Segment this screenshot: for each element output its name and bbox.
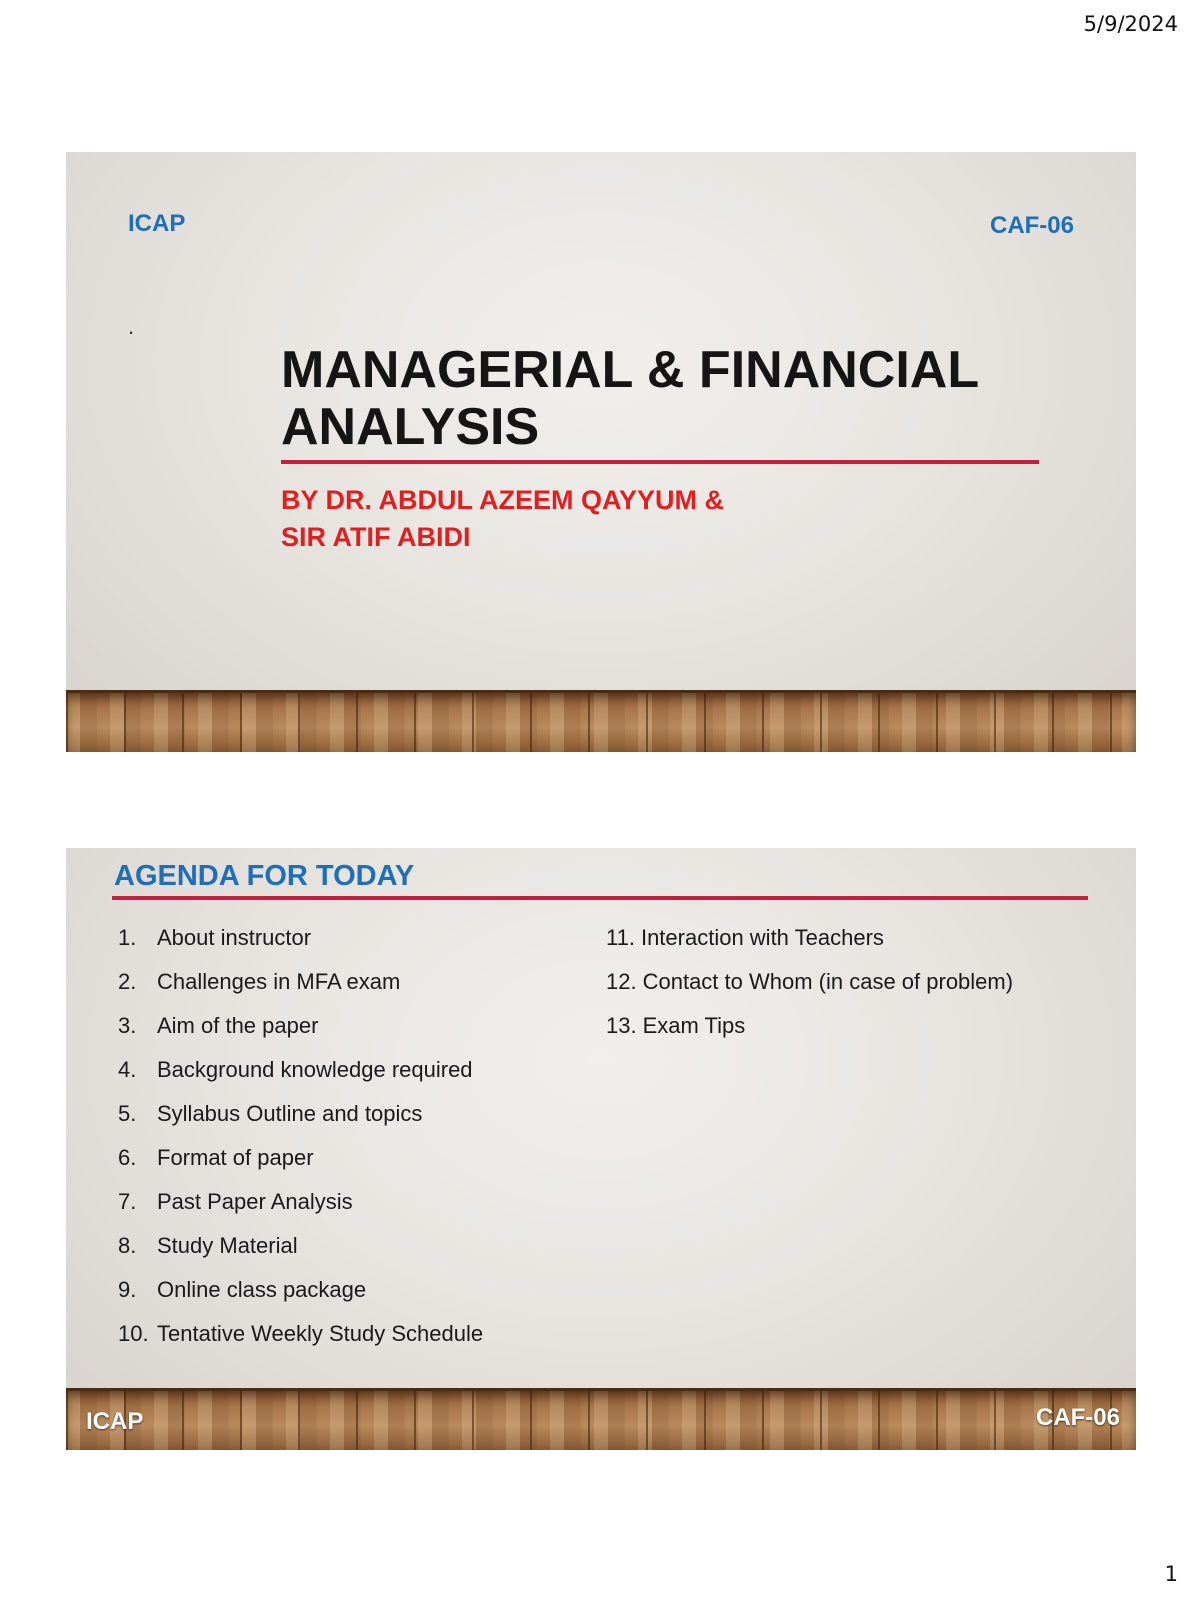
heading-divider bbox=[112, 896, 1088, 900]
agenda-item-text: Contact to Whom (in case of problem) bbox=[642, 969, 1014, 994]
org-label: ICAP bbox=[128, 210, 186, 237]
agenda-item bbox=[118, 960, 578, 1004]
title-divider bbox=[281, 460, 1039, 464]
agenda-item-number: 5. bbox=[118, 1101, 137, 1126]
author-line-2: SIR ATIF ABIDI bbox=[281, 522, 471, 552]
agenda-slide bbox=[66, 848, 1136, 1450]
footer-org-label: ICAP bbox=[86, 1408, 144, 1435]
agenda-item-number: 12. bbox=[606, 969, 637, 994]
agenda-item-text: Past Paper Analysis bbox=[157, 1189, 353, 1214]
title-slide bbox=[66, 152, 1136, 752]
agenda-item-text: Syllabus Outline and topics bbox=[157, 1101, 423, 1126]
agenda-item-text: Study Material bbox=[157, 1233, 298, 1258]
agenda-item-text: About instructor bbox=[157, 925, 312, 950]
agenda-item bbox=[118, 1136, 578, 1180]
agenda-item-text: Interaction with Teachers bbox=[640, 925, 884, 950]
agenda-item-number: 6. bbox=[118, 1145, 137, 1170]
agenda-item-number: 9. bbox=[118, 1277, 137, 1302]
slide-title: MANAGERIAL & FINANCIAL ANALYSIS bbox=[281, 341, 979, 456]
author-credit bbox=[281, 482, 1001, 556]
agenda-item bbox=[606, 916, 1106, 960]
page-number: 1 bbox=[1164, 1562, 1178, 1586]
agenda-item-text: Aim of the paper bbox=[157, 1013, 319, 1038]
agenda-list-right bbox=[606, 916, 1106, 1048]
agenda-item bbox=[606, 960, 1106, 1004]
agenda-list-left bbox=[118, 916, 578, 1356]
page-date: 5/9/2024 bbox=[1083, 12, 1178, 36]
agenda-item-text: Challenges in MFA exam bbox=[157, 969, 401, 994]
course-code-label: CAF-06 bbox=[989, 212, 1074, 239]
agenda-item-text: Online class package bbox=[157, 1277, 367, 1302]
wood-floor-decoration bbox=[66, 690, 1136, 752]
wood-floor-decoration bbox=[66, 1388, 1136, 1450]
agenda-item-number: 1. bbox=[118, 925, 137, 950]
bullet-mark: . bbox=[128, 314, 135, 339]
agenda-item-text: Tentative Weekly Study Schedule bbox=[157, 1321, 484, 1346]
agenda-item-text: Exam Tips bbox=[642, 1013, 746, 1038]
agenda-heading: AGENDA FOR TODAY bbox=[114, 860, 415, 892]
agenda-item bbox=[118, 1312, 578, 1356]
agenda-item bbox=[118, 1268, 578, 1312]
agenda-item bbox=[118, 1004, 578, 1048]
agenda-item-number: 3. bbox=[118, 1013, 137, 1038]
agenda-item-number: 2. bbox=[118, 969, 137, 994]
agenda-item-text: Format of paper bbox=[157, 1145, 314, 1170]
agenda-item bbox=[606, 1004, 1106, 1048]
agenda-item-number: 10. bbox=[118, 1321, 149, 1346]
agenda-item bbox=[118, 1048, 578, 1092]
agenda-item-number: 8. bbox=[118, 1233, 137, 1258]
agenda-item-number: 11. bbox=[606, 925, 635, 950]
agenda-item bbox=[118, 1180, 578, 1224]
agenda-item bbox=[118, 916, 578, 960]
agenda-item-number: 4. bbox=[118, 1057, 137, 1082]
agenda-item-number: 13. bbox=[606, 1013, 637, 1038]
footer-course-code: CAF-06 bbox=[1035, 1404, 1120, 1431]
agenda-item-text: Background knowledge required bbox=[157, 1057, 473, 1082]
agenda-item bbox=[118, 1224, 578, 1268]
author-line-1: BY DR. ABDUL AZEEM QAYYUM & bbox=[281, 485, 725, 515]
agenda-item bbox=[118, 1092, 578, 1136]
agenda-item-number: 7. bbox=[118, 1189, 137, 1214]
